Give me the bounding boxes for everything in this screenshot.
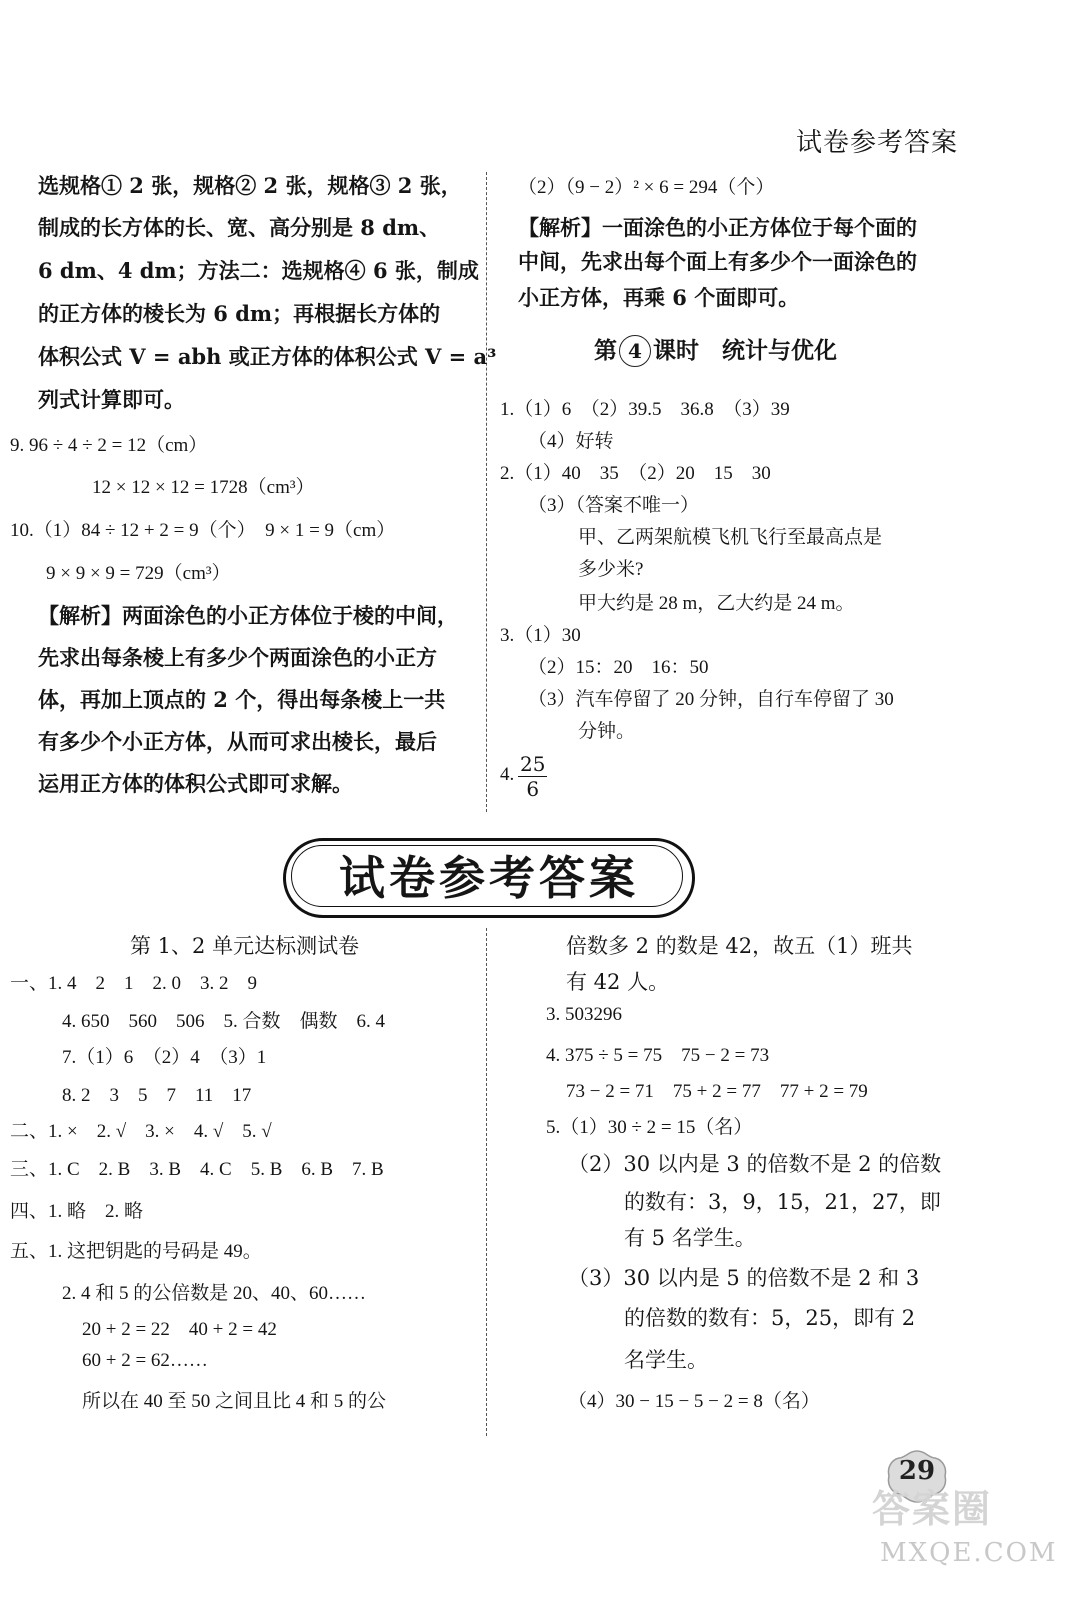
- explanation-line: 【解析】一面涂色的小正方体位于每个面的: [518, 215, 917, 240]
- column-divider-top: [486, 172, 487, 812]
- answer-10-line-1: 10.（1）84 ÷ 12 + 2 = 9（个） 9 × 1 = 9（cm）: [10, 520, 396, 541]
- answer-line: 有 42 人。: [566, 970, 670, 994]
- explanation-line: 【解析】两面涂色的小正方体位于棱的中间，: [38, 603, 458, 628]
- text-line: 体积公式 V = abh 或正方体的体积公式 V = a³: [38, 344, 497, 369]
- answer-line: 多少米?: [578, 559, 644, 580]
- answer-line: 倍数多 2 的数是 42，故五（1）班共: [566, 934, 913, 958]
- answer-line: （3）汽车停留了 20 分钟，自行车停留了 30: [528, 689, 894, 710]
- answer-line: 8. 2 3 5 7 11 17: [62, 1085, 252, 1106]
- watermark-text: 答案圈: [872, 1486, 993, 1531]
- answer-line: 二、1. × 2. √ 3. × 4. √ 5. √: [10, 1121, 272, 1142]
- fraction-numerator: 25: [520, 752, 546, 776]
- answer-line: 所以在 40 至 50 之间且比 4 和 5 的公: [82, 1391, 387, 1412]
- answer-line: 甲大约是 28 m，乙大约是 24 m。: [578, 593, 855, 614]
- answer-line: 三、1. C 2. B 3. B 4. C 5. B 6. B 7. B: [10, 1159, 384, 1180]
- answer-line: 的数有：3，9，15，21，27，即: [624, 1190, 941, 1214]
- answer-9-line-2: 12 × 12 × 12 = 1728（cm³）: [92, 477, 315, 498]
- explanation-line: 运用正方体的体积公式即可求解。: [38, 771, 353, 796]
- explanation-line: 体，再加上顶点的 2 个，得出每条棱上一共: [38, 687, 446, 712]
- answer-line: 的倍数的数有：5，25，即有 2: [624, 1306, 916, 1330]
- answer-line: （4）好转: [528, 431, 614, 452]
- explanation-line: 中间，先求出每个面上有多少个一面涂色的: [518, 249, 917, 274]
- answer-line: 1.（1）6 （2）39.5 36.8 （3）39: [500, 399, 790, 420]
- answer-line: 3.（1）30: [500, 625, 581, 646]
- answer-line: 5.（1）30 ÷ 2 = 15（名）: [546, 1117, 753, 1138]
- text-line: 制成的长方体的长、宽、高分别是 8 dm、: [38, 215, 441, 240]
- text-line: 列式计算即可。: [38, 387, 185, 412]
- text-line: 的正方体的棱长为 6 dm；再根据长方体的: [38, 301, 441, 326]
- answer-line: 名学生。: [624, 1348, 708, 1372]
- text-line: 选规格① 2 张，规格② 2 张，规格③ 2 张，: [38, 173, 462, 198]
- section-subtitle: 第 1、2 单元达标测试卷: [130, 934, 360, 958]
- answer-line: 一、1. 4 2 1 2. 0 3. 2 9: [10, 973, 258, 994]
- answer-line: （3）（答案不唯一）: [528, 495, 700, 516]
- watermark-url: MXQE.COM: [880, 1538, 1058, 1568]
- fraction: [518, 752, 547, 801]
- answer-line: 分钟。: [578, 721, 636, 742]
- text-line: 6 dm、4 dm；方法二：选规格④ 6 张，制成: [38, 258, 479, 283]
- answer-line: 五、1. 这把钥匙的号码是 49。: [10, 1241, 262, 1262]
- lesson-heading-prefix: 第: [594, 337, 617, 364]
- answer-line: （2）15：20 16：50: [528, 657, 709, 678]
- answer-line: （2）30 以内是 3 的倍数不是 2 的倍数: [568, 1152, 942, 1176]
- lesson-heading: [594, 332, 837, 367]
- answer-line: 2. 4 和 5 的公倍数是 20、40、60……: [62, 1283, 367, 1304]
- answer-line: 2.（1）40 35 （2）20 15 30: [500, 463, 771, 484]
- lesson-heading-title: 课时 统计与优化: [653, 337, 837, 364]
- fraction-denominator: 6: [526, 777, 540, 801]
- explanation-line: 先求出每条棱上有多少个两面涂色的小正方: [38, 645, 437, 670]
- answer-line: （3）30 以内是 5 的倍数不是 2 和 3: [568, 1266, 920, 1290]
- answer-line: 20 + 2 = 22 40 + 2 = 42: [82, 1319, 277, 1340]
- answer-10-line-2: 9 × 9 × 9 = 729（cm³）: [46, 563, 231, 584]
- answer-line: 四、1. 略 2. 略: [10, 1201, 144, 1222]
- answer-9-line-1: 9. 96 ÷ 4 ÷ 2 = 12（cm）: [10, 435, 208, 456]
- answer-4-label: 4.: [500, 764, 515, 785]
- answer-line: 7.（1）6 （2）4 （3）1: [62, 1047, 267, 1068]
- answer-line: （4）30 − 15 − 5 − 2 = 8（名）: [568, 1391, 820, 1412]
- answer-line: 73 − 2 = 71 75 + 2 = 77 77 + 2 = 79: [566, 1081, 868, 1102]
- page-number: 29: [898, 1456, 936, 1486]
- banner-title: 试卷参考答案: [339, 851, 639, 905]
- answer-line: 甲、乙两架航模飞机飞行至最高点是: [578, 527, 883, 548]
- column-divider-bottom: [486, 928, 487, 1436]
- answer-line: 60 + 2 = 62……: [82, 1350, 208, 1371]
- explanation-line: 小正方体，再乘 6 个面即可。: [518, 285, 800, 310]
- answer-line: 有 5 名学生。: [624, 1226, 756, 1250]
- lesson-number-circle: 4: [619, 335, 651, 367]
- answer-2-line: （2）（9 − 2）² × 6 = 294（个）: [518, 177, 775, 198]
- answer-line: 4. 650 560 506 5. 合数 偶数 6. 4: [62, 1011, 386, 1032]
- answer-line: 4. 375 ÷ 5 = 75 75 − 2 = 73: [546, 1045, 770, 1066]
- answer-line: 3. 503296: [546, 1004, 622, 1025]
- page-header-title: 试卷参考答案: [796, 128, 959, 158]
- explanation-line: 有多少个小正方体，从而可求出棱长，最后: [38, 729, 437, 754]
